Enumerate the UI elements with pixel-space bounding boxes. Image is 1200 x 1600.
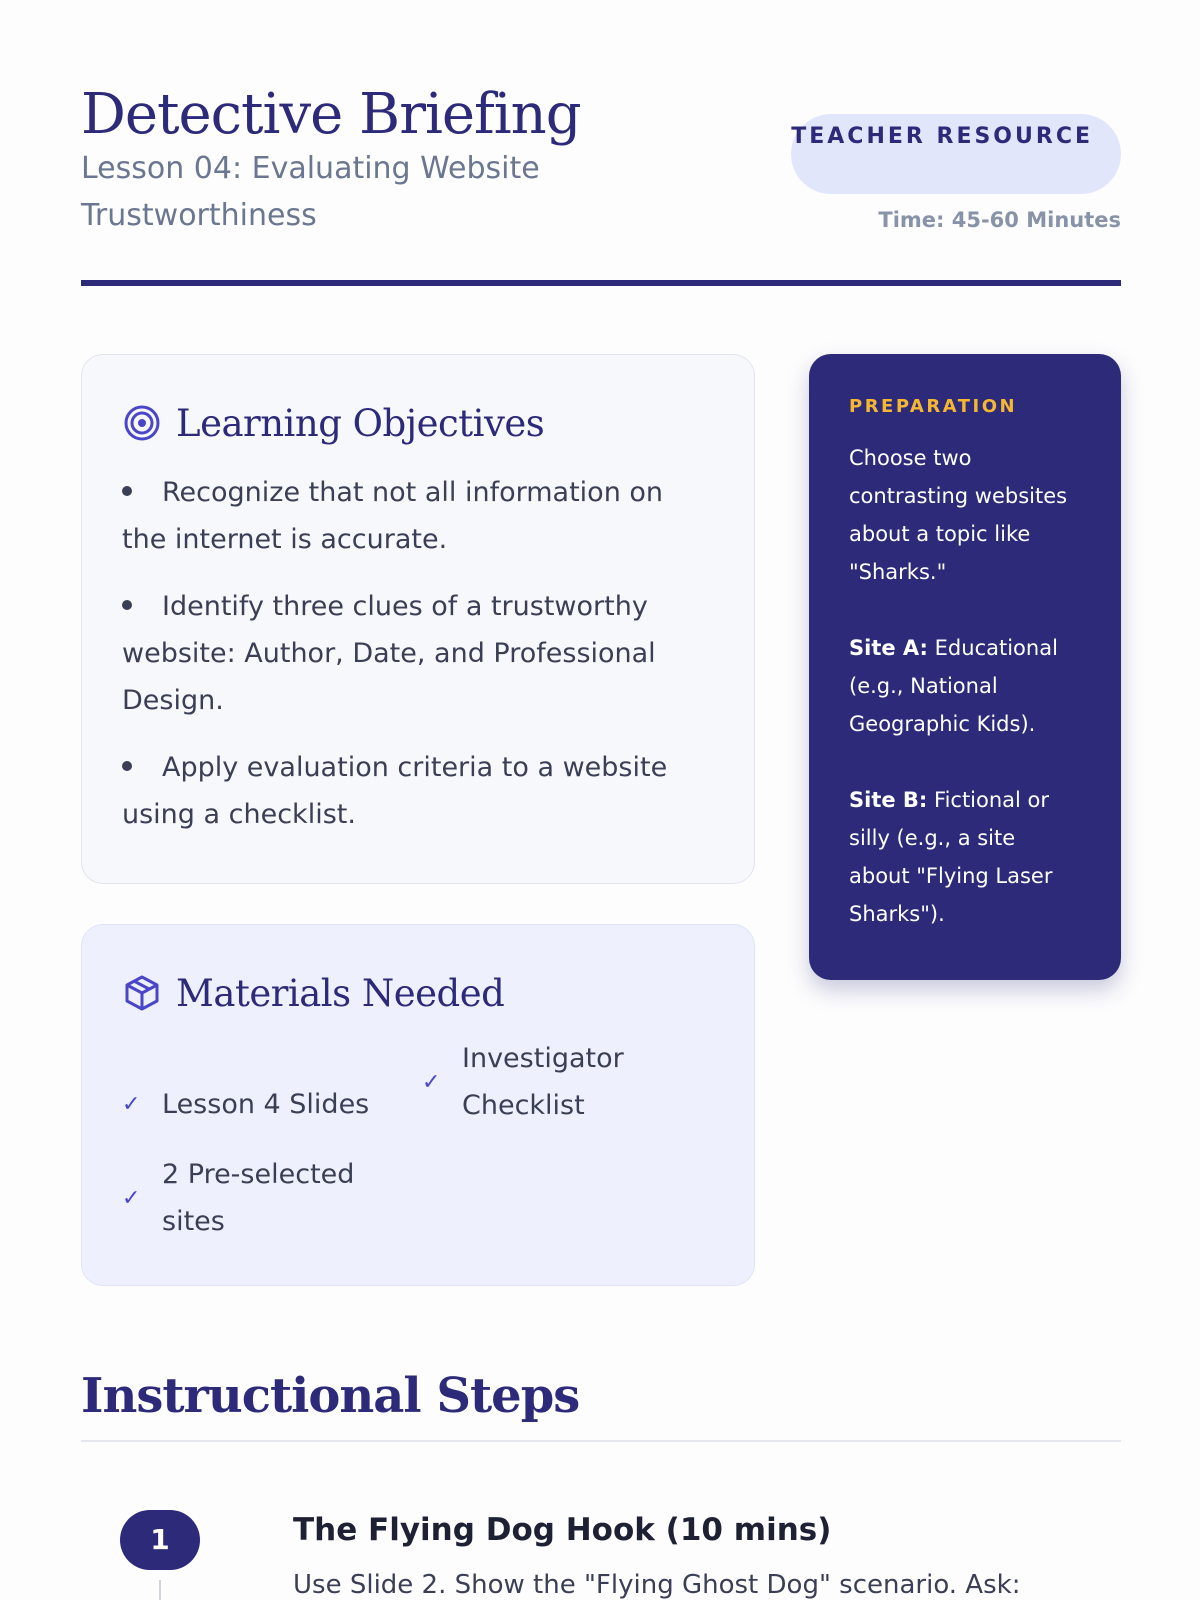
step-number-badge: 1 (120, 1510, 200, 1570)
learning-objectives-card (81, 354, 755, 884)
preparation-text: Choose two contrasting websites about a topic like "Sharks." (849, 446, 1068, 584)
site-a-text: Educational (e.g., National Geographic Kids). (849, 636, 1058, 736)
objective-text: Identify three clues of a trustworthy website: Author, Date, and Professional Design. (122, 591, 656, 716)
materials-card (81, 924, 755, 1286)
objectives-heading (122, 393, 714, 453)
bullet-icon (122, 486, 132, 496)
target-icon (122, 403, 162, 443)
step-text: Use Slide 2. Show the "Flying Ghost Dog" scenario. Ask: (293, 1570, 1021, 1600)
steps-divider (81, 1440, 1121, 1442)
check-icon: ✓ (122, 1185, 141, 1211)
header-divider (81, 280, 1121, 286)
check-icon: ✓ (422, 1069, 441, 1095)
material-text: Investigator Checklist (462, 1043, 624, 1121)
list-item (122, 469, 714, 563)
list-item (122, 1081, 412, 1128)
preparation-label: PREPARATION (849, 396, 1018, 417)
objective-text: Apply evaluation criteria to a website using a checklist. (122, 752, 668, 830)
bullet-icon (122, 600, 132, 610)
list-item (122, 583, 714, 724)
check-icon: ✓ (122, 1092, 141, 1117)
site-a-label: Site A: (849, 636, 928, 660)
material-text: 2 Pre-selected sites (162, 1159, 355, 1237)
page-title: Detective Briefing (81, 82, 581, 147)
objectives-title: Learning Objectives (176, 401, 545, 445)
objective-text: Recognize that not all information on the internet is accurate. (122, 477, 664, 555)
list-item (122, 1151, 402, 1245)
steps-title: Instructional Steps (81, 1368, 580, 1424)
materials-title: Materials Needed (176, 971, 505, 1015)
objectives-list (122, 469, 714, 838)
bullet-icon (122, 761, 132, 771)
site-a (849, 629, 1081, 743)
materials-heading (122, 963, 714, 1023)
site-b-label: Site B: (849, 788, 928, 812)
step-connector (159, 1580, 161, 1600)
site-b (849, 781, 1081, 933)
box-icon (122, 973, 162, 1013)
material-text: Lesson 4 Slides (162, 1089, 370, 1120)
page-subtitle: Lesson 04: Evaluating Website Trustworthiness (81, 151, 540, 233)
preparation-card (809, 354, 1121, 980)
step-title: The Flying Dog Hook (10 mins) (293, 1512, 832, 1548)
materials-list (122, 1035, 714, 1255)
lesson-duration: Time: 45-60 Minutes (878, 208, 1121, 232)
teacher-resource-badge: TEACHER RESOURCE (791, 114, 1121, 194)
list-item (422, 1035, 682, 1129)
page-header (81, 78, 1121, 288)
site-b-text: Fictional or silly (e.g., a site about "Flying Laser Sharks"). (849, 788, 1053, 926)
list-item (122, 744, 714, 838)
